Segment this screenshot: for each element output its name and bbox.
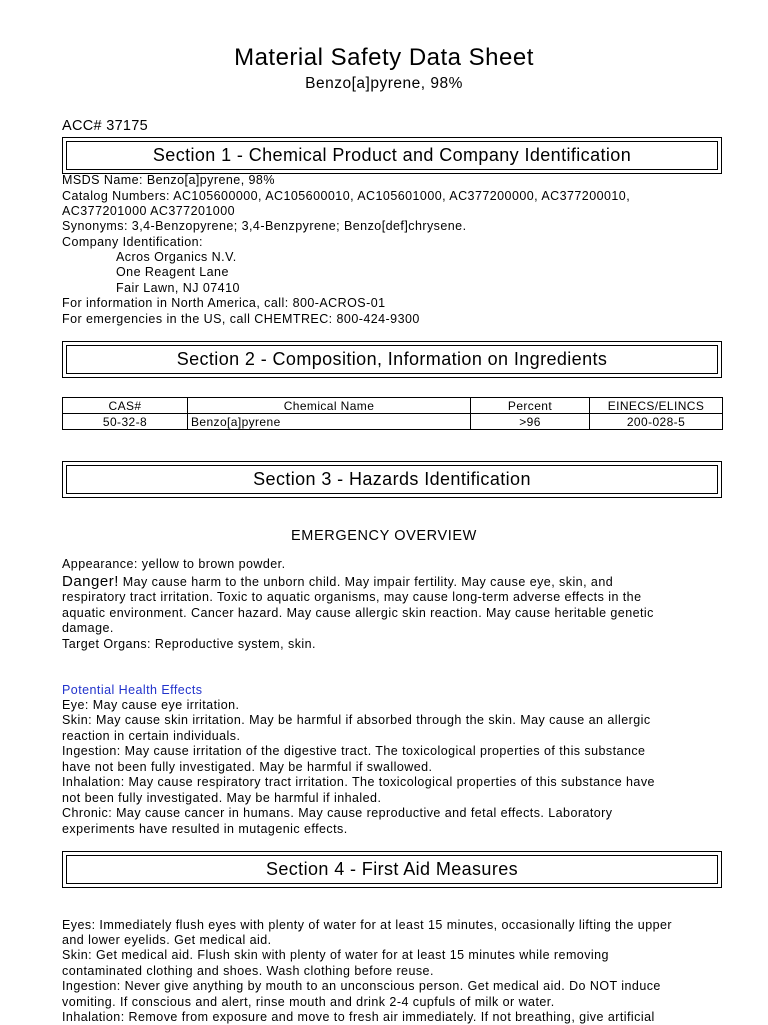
table-cell: 200-028-5 [590, 414, 723, 430]
danger-line: aquatic environment. Cancer hazard. May cause allergic skin reaction. May cause heritable genetic [62, 606, 654, 620]
first-aid-line: Ingestion: Never give anything by mouth to an unconscious person. Get medical aid. Do NOT induce [62, 979, 661, 993]
appearance-line: Appearance: yellow to brown powder. [62, 557, 286, 571]
potential-health-effects-title: Potential Health Effects [62, 683, 203, 697]
document-title: Material Safety Data Sheet [234, 44, 534, 71]
section1-line: Company Identification: [62, 235, 203, 249]
first-aid-line: contaminated clothing and shoes. Wash clothing before reuse. [62, 964, 434, 978]
health-effect-line: have not been fully investigated. May be harmful if swallowed. [62, 760, 433, 774]
section2-heading: Section 2 - Composition, Information on Ingredients [66, 345, 718, 374]
section1-header [62, 137, 722, 174]
table-cell: Benzo[a]pyrene [188, 414, 471, 430]
table-cell: >96 [471, 414, 590, 430]
first-aid-line: Skin: Get medical aid. Flush skin with plenty of water for at least 15 minutes while removing [62, 948, 609, 962]
company-line: Acros Organics N.V. [116, 250, 237, 264]
table-row [63, 414, 723, 430]
health-effect-line: Chronic: May cause cancer in humans. May cause reproductive and fetal effects. Laboratory [62, 806, 613, 820]
health-effect-line: experiments have resulted in mutagenic effects. [62, 822, 348, 836]
first-aid-line: Eyes: Immediately flush eyes with plenty of water for at least 15 minutes, occasionally lifting the upper [62, 918, 673, 932]
section1-line: Synonyms: 3,4-Benzopyrene; 3,4-Benzpyrene; Benzo[def]chrysene. [62, 219, 467, 233]
section1-line: MSDS Name: Benzo[a]pyrene, 98% [62, 173, 275, 187]
table-header-cell: Chemical Name [188, 398, 471, 414]
first-aid-line: Inhalation: Remove from exposure and move to fresh air immediately. If not breathing, give artificial [62, 1010, 655, 1024]
company-line: One Reagent Lane [116, 265, 229, 279]
health-effect-line: Eye: May cause eye irritation. [62, 698, 240, 712]
composition-table [62, 397, 723, 430]
danger-line: damage. [62, 621, 114, 635]
section1-line: AC377201000 AC377201000 [62, 204, 235, 218]
health-effect-line: Skin: May cause skin irritation. May be harmful if absorbed through the skin. May cause an allergic [62, 713, 651, 727]
health-effect-line: not been fully investigated. May be harmful if inhaled. [62, 791, 382, 805]
acc-number: ACC# 37175 [62, 118, 149, 134]
table-header-row [63, 398, 723, 414]
health-effect-line: reaction in certain individuals. [62, 729, 241, 743]
danger-line [62, 574, 613, 590]
contact-line: For emergencies in the US, call CHEMTREC: 800-424-9300 [62, 312, 420, 326]
section3-header [62, 461, 722, 498]
danger-line: respiratory tract irritation. Toxic to aquatic organisms, may cause long-term adverse effects in the [62, 590, 642, 604]
health-effect-line: Ingestion: May cause irritation of the digestive tract. The toxicological properties of this substance [62, 744, 646, 758]
section1-line: Catalog Numbers: AC105600000, AC105600010, AC105601000, AC377200000, AC377200010, [62, 189, 631, 203]
danger-word: Danger! [62, 573, 119, 590]
table-cell: 50-32-8 [63, 414, 188, 430]
table-header-cell: CAS# [63, 398, 188, 414]
company-line: Fair Lawn, NJ 07410 [116, 281, 240, 295]
table-header-cell: EINECS/ELINCS [590, 398, 723, 414]
section4-heading: Section 4 - First Aid Measures [66, 855, 718, 884]
danger-text: May cause harm to the unborn child. May impair fertility. May cause eye, skin, and [118, 575, 614, 589]
document-subtitle: Benzo[a]pyrene, 98% [305, 75, 463, 92]
section1-heading: Section 1 - Chemical Product and Company Identification [66, 141, 718, 170]
emergency-overview-title: EMERGENCY OVERVIEW [291, 528, 477, 544]
section2-header [62, 341, 722, 378]
first-aid-line: vomiting. If conscious and alert, rinse mouth and drink 2-4 cupfuls of milk or water. [62, 995, 555, 1009]
first-aid-line: and lower eyelids. Get medical aid. [62, 933, 272, 947]
table-header-cell: Percent [471, 398, 590, 414]
section4-header [62, 851, 722, 888]
section3-heading: Section 3 - Hazards Identification [66, 465, 718, 494]
health-effect-line: Inhalation: May cause respiratory tract irritation. The toxicological properties of this substance have [62, 775, 655, 789]
target-organs-line: Target Organs: Reproductive system, skin. [62, 637, 316, 651]
contact-line: For information in North America, call: 800-ACROS-01 [62, 296, 386, 310]
